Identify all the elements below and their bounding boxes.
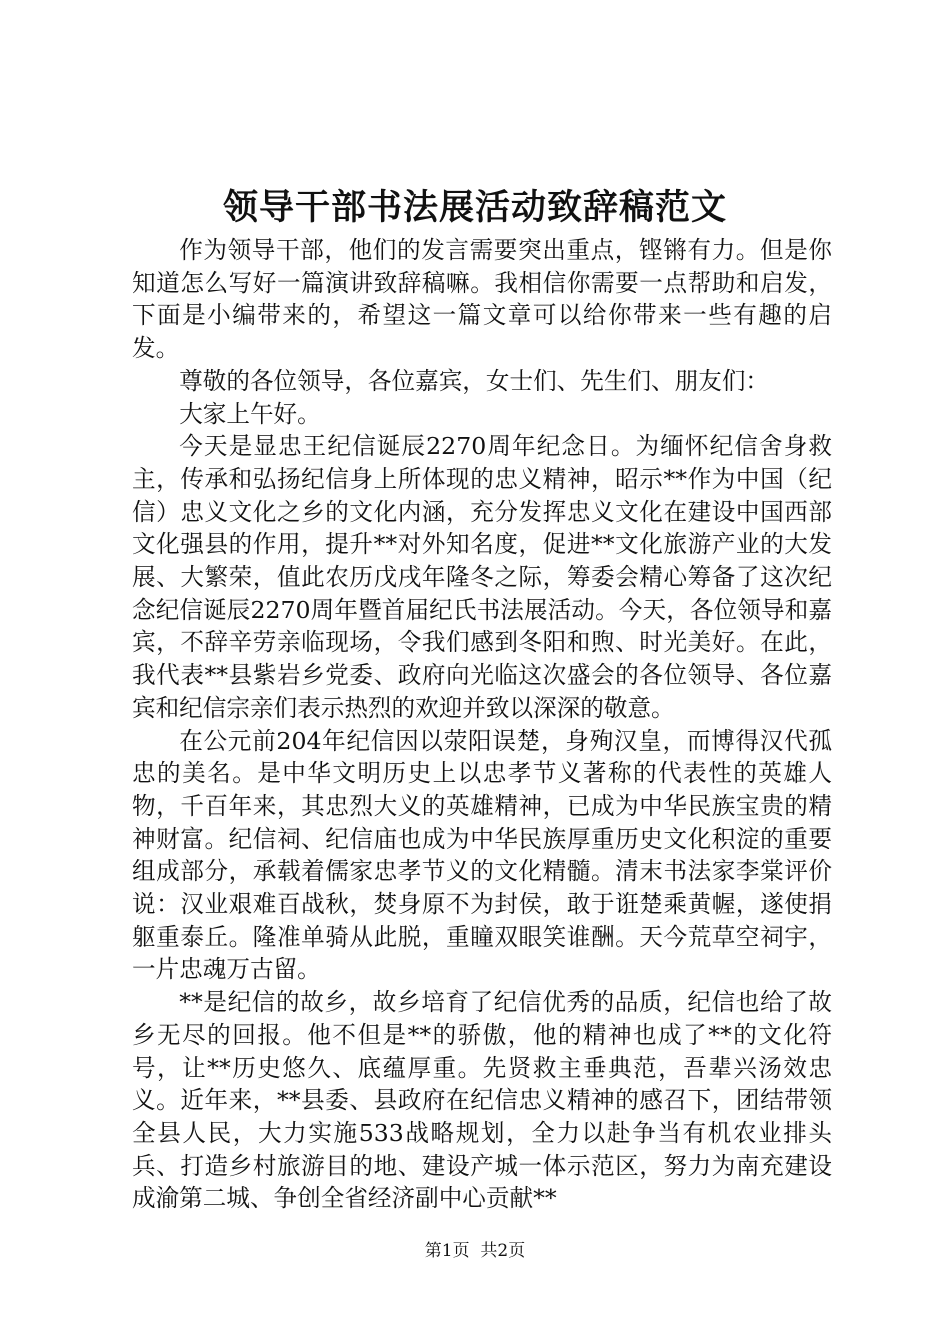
- greeting-paragraph: 大家上午好。: [179, 399, 321, 428]
- intro-paragraph: 作为领导干部，他们的发言需要突出重点，铿锵有力。但是你知道怎么写好一篇演讲致辞稿嘛。我相信你需要一点帮助和启发，下面是小编带来的，希望这一篇文章可以给你带来一些有趣的启发。: [132, 236, 832, 363]
- body-paragraph: 今天是显忠王纪信诞辰2270周年纪念日。为缅怀纪信舍身救主，传承和弘扬纪信身上所体现的忠义精神，昭示**作为中国（纪信）忠义文化之乡的文化内涵，充分发挥忠义文化在建设中国西部文化强县的作用，提升**对外知名度，促进**文化旅游产业的大发展、大繁荣，值此农历戊戌年隆冬之际，筹委会精心筹备了这次纪念纪信诞辰2270周年暨首届纪氏书法展活动。今天，各位领导和嘉宾，不辞辛劳亲临现场，令我们感到冬阳和煦、时光美好。在此，我代表**县紫岩乡党委、政府向光临这次盛会的各位领导、各位嘉宾和纪信宗亲们表示热烈的欢迎并致以深深的敬意。: [132, 432, 832, 722]
- page-number-footer: 第1页 共2页: [424, 1241, 526, 1261]
- body-paragraph: 在公元前204年纪信因以荥阳误楚，身殉汉皇，而博得汉代孤忠的美名。是中华文明历史上以忠孝节义著称的代表性的英雄人物，千百年来，其忠烈大义的英雄精神，已成为中华民族宝贵的精神财富。纪信祠、纪信庙也成为中华民族厚重历史文化积淀的重要组成部分，承载着儒家忠孝节义的文化精髓。清末书法家李棠评价说：汉业艰难百战秋，焚身原不为封侯，敢于诳楚乘黄幄，遂使捐躯重泰丘。隆准单骑从此脱，重瞳双眼笑谁酬。天今荒草空祠宇，一片忠魂万古留。: [132, 726, 832, 984]
- document-title: 领导干部书法展活动致辞稿范文: [222, 187, 727, 228]
- salutation-paragraph: 尊敬的各位领导，各位嘉宾，女士们、先生们、朋友们：: [179, 366, 770, 395]
- body-paragraph: **是纪信的故乡，故乡培育了纪信优秀的品质，纪信也给了故乡无尽的回报。他不但是**的骄傲，他的精神也成了**的文化符号，让**历史悠久、底蕴厚重。先贤救主垂典范，吾辈兴汤效忠义。近年来，**县委、县政府在纪信忠义精神的感召下，团结带领全县人民，大力实施533战略规划，全力以赴争当有机农业排头兵、打造乡村旅游目的地、建设产城一体示范区，努力为南充建设成渝第二城、争创全省经济副中心贡献**: [132, 988, 832, 1213]
- document-body: [132, 234, 832, 1215]
